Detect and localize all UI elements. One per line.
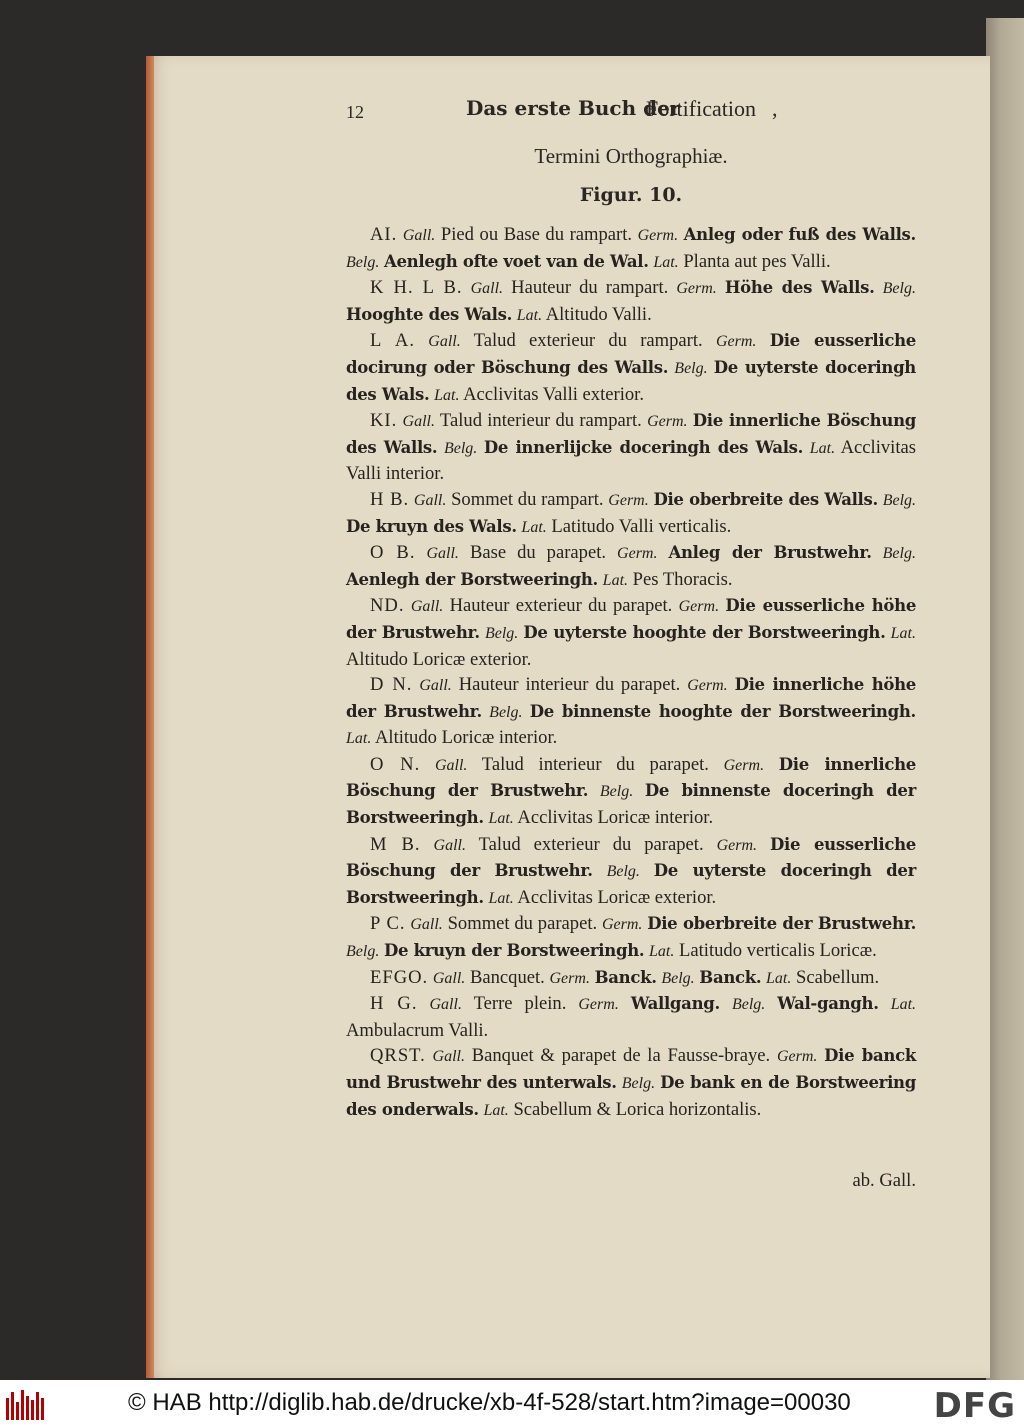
entry-german-term: Die innerliche höhe der Brustwehr. — [346, 675, 917, 721]
glossary-entry — [346, 487, 916, 540]
entry-code: AI. — [370, 224, 398, 245]
page-fore-edge — [146, 56, 154, 1378]
entry-latin-term: Latitudo verticalis Loricæ. — [679, 940, 877, 962]
entry-french-term: Terre plein. — [473, 993, 567, 1015]
lang-label-belg: Belg. — [599, 783, 634, 801]
lang-label-germ: Germ. — [723, 756, 765, 774]
footer-credit-link[interactable]: © HAB http://diglib.hab.de/drucke/xb-4f-528/start.htm?image=00030 — [128, 1389, 851, 1416]
entry-german-term: Die innerliche Böschung der Brustwehr. — [346, 754, 916, 801]
lang-label-belg: Belg. — [484, 624, 519, 642]
glossary-entry — [346, 832, 916, 912]
entry-code: KI. — [370, 410, 398, 432]
lang-label-gall: Gall. — [470, 280, 504, 298]
entry-code: O N. — [370, 753, 421, 775]
lang-label-belg: Belg. — [882, 280, 916, 298]
entry-dutch-term: Aenlegh der Borstweeringh. — [346, 569, 599, 589]
lang-label-lat: Lat. — [653, 253, 679, 271]
lang-label-gall: Gall. — [419, 677, 452, 695]
lang-label-belg: Belg. — [489, 703, 523, 721]
section-title: Termini Orthographiæ. — [534, 144, 728, 168]
entry-dutch-term: De uyterste hooghte der Borstweeringh. — [523, 622, 886, 642]
glossary-entry — [346, 222, 916, 275]
entry-latin-term: Acclivitas Valli interior. — [346, 436, 917, 485]
entry-dutch-term: De innerlijcke doceringh des Wals. — [483, 437, 804, 457]
entry-french-term: Hauteur exterieur du parapet. — [449, 595, 673, 617]
glossary-entry — [346, 752, 916, 832]
lang-label-germ: Germ. — [549, 969, 590, 987]
glossary-entry — [346, 991, 916, 1043]
entry-code: EFGO. — [370, 966, 429, 988]
lang-label-belg: Belg. — [731, 996, 766, 1014]
entry-code: P C. — [370, 913, 406, 935]
lang-label-gall: Gall. — [410, 598, 444, 616]
lang-label-belg: Belg. — [882, 491, 917, 509]
lang-label-belg: Belg. — [443, 439, 478, 457]
entry-code: L A. — [370, 330, 415, 352]
lang-label-belg: Belg. — [346, 943, 380, 961]
glossary-entry — [346, 1043, 916, 1123]
lang-label-gall: Gall. — [413, 491, 447, 509]
header-comma: , — [772, 96, 778, 121]
lang-label-lat: Lat. — [649, 943, 675, 961]
entry-code: O B. — [370, 542, 416, 564]
entry-german-term: Die eusserliche docirung oder Böschung des Walls. — [346, 331, 916, 377]
lang-label-germ: Germ. — [676, 280, 717, 298]
entry-german-term: Die eusserliche höhe der Brustwehr. — [346, 596, 917, 642]
catchword: ab. Gall. — [852, 1170, 916, 1191]
lang-label-gall: Gall. — [410, 916, 443, 934]
entry-french-term: Talud interieur du parapet. — [481, 753, 709, 775]
lang-label-gall: Gall. — [433, 836, 466, 854]
entry-german-term: Höhe des Walls. — [724, 278, 875, 298]
entry-german-term: Die oberbreite der Brustwehr. — [647, 914, 917, 934]
lang-label-germ: Germ. — [608, 491, 649, 509]
lang-label-lat: Lat. — [890, 624, 916, 642]
entry-german-term: Die innerliche Böschung des Walls. — [346, 411, 917, 457]
lang-label-belg: Belg. — [674, 359, 708, 377]
page-number: 12 — [346, 102, 364, 122]
entry-latin-term: Acclivitas Loricæ exterior. — [517, 886, 717, 908]
lang-label-gall: Gall. — [434, 756, 468, 774]
entry-german-term: Anleg oder fuß des Walls. — [683, 225, 916, 244]
lang-label-germ: Germ. — [776, 1048, 818, 1066]
entry-code: D N. — [370, 674, 413, 696]
entry-german-term: Banck. — [594, 967, 657, 987]
hab-logo-icon — [6, 1386, 46, 1420]
entry-latin-term: Altitudo Loricæ exterior. — [346, 648, 532, 670]
entry-code: QRST. — [370, 1045, 426, 1067]
entry-code: H G. — [370, 993, 418, 1015]
entry-latin-term: Latitudo Valli verticalis. — [551, 515, 732, 537]
lang-label-lat: Lat. — [488, 810, 514, 828]
running-title-roman: Fortification — [646, 96, 756, 121]
lang-label-belg: Belg. — [606, 863, 640, 881]
glossary-entry — [346, 328, 916, 408]
entry-latin-term: Pes Thoracis. — [632, 568, 733, 590]
figure-label: Figur. 10. — [579, 184, 683, 206]
dfg-logo: DFG — [933, 1386, 1016, 1426]
entry-german-term: Die banck und Brustwehr des unterwals. — [346, 1046, 917, 1092]
lang-label-lat: Lat. — [346, 730, 372, 748]
entry-dutch-term: De bank en de Borstweering des onderwals. — [346, 1073, 916, 1119]
entry-french-term: Talud exterieur du rampart. — [473, 330, 703, 352]
lang-label-germ: Germ. — [578, 996, 619, 1014]
entry-french-term: Base du parapet. — [469, 542, 607, 564]
lang-label-belg: Belg. — [621, 1075, 656, 1092]
lang-label-belg: Belg. — [661, 969, 695, 987]
entry-dutch-term: De uyterste doceringh des Wals. — [346, 357, 917, 404]
glossary-entry — [346, 408, 916, 487]
entry-code: K H. L B. — [370, 277, 463, 299]
entry-latin-term: Ambulacrum Valli. — [346, 1019, 489, 1041]
lang-label-lat: Lat. — [521, 518, 547, 536]
lang-label-gall: Gall. — [432, 1048, 465, 1066]
lang-label-germ: Germ. — [637, 227, 679, 244]
adjacent-page-edge — [986, 18, 1024, 1380]
glossary-entry — [346, 540, 916, 593]
entry-latin-term: Altitudo Valli. — [545, 303, 652, 325]
entry-latin-term: Acclivitas Loricæ interior. — [517, 807, 714, 829]
entry-french-term: Hauteur interieur du parapet. — [458, 674, 681, 696]
entry-french-term: Hauteur du rampart. — [511, 277, 669, 299]
lang-label-germ: Germ. — [716, 836, 758, 854]
page-header — [346, 96, 986, 126]
glossary-entry — [346, 275, 916, 328]
entry-french-term: Talud exterieur du parapet. — [478, 833, 704, 855]
entry-dutch-term: De uyterste doceringh der Borstweeringh. — [346, 861, 916, 907]
glossary-entry — [346, 965, 916, 992]
lang-label-gall: Gall. — [402, 227, 436, 244]
glossary-entry — [346, 593, 916, 672]
entry-dutch-term: Hooghte des Wals. — [346, 304, 513, 324]
lang-label-lat: Lat. — [516, 306, 543, 324]
entry-latin-term: Scabellum. — [796, 966, 880, 988]
entry-dutch-term: De binnenste doceringh der Borstweeringh. — [346, 781, 916, 828]
lang-label-germ: Germ. — [678, 598, 720, 616]
lang-label-lat: Lat. — [602, 571, 629, 589]
entry-code: ND. — [370, 595, 405, 617]
entry-code: M B. — [370, 833, 421, 855]
glossary-entry — [346, 911, 916, 964]
entry-german-term: Die oberbreite des Walls. — [653, 489, 878, 509]
entry-french-term: Bancquet. — [469, 966, 545, 988]
entry-dutch-term: De kruyn der Borstweeringh. — [383, 941, 645, 961]
entry-german-term: Wallgang. — [630, 994, 720, 1014]
lang-label-lat: Lat. — [488, 889, 514, 907]
lang-label-lat: Lat. — [809, 439, 836, 457]
lang-label-lat: Lat. — [766, 969, 792, 987]
lang-label-germ: Germ. — [601, 916, 643, 934]
entry-french-term: Pied ou Base du rampart. — [440, 224, 633, 245]
entry-french-term: Talud interieur du rampart. — [439, 410, 642, 432]
lang-label-belg: Belg. — [882, 545, 916, 563]
lang-label-gall: Gall. — [428, 333, 461, 351]
entry-latin-term: Scabellum & Lorica horizontalis. — [513, 1098, 762, 1120]
entry-code: H B. — [370, 488, 410, 510]
entry-latin-term: Planta aut pes Valli. — [683, 250, 831, 272]
lang-label-lat: Lat. — [890, 996, 917, 1014]
lang-label-gall: Gall. — [402, 413, 435, 431]
lang-label-gall: Gall. — [432, 969, 466, 987]
lang-label-belg: Belg. — [346, 253, 380, 271]
entry-german-term: Anleg der Brustwehr. — [668, 543, 872, 563]
entry-dutch-term: Aenlegh ofte voet van de Wal. — [383, 251, 649, 271]
entry-german-term: Die eusserliche Böschung der Brustwehr. — [346, 834, 916, 881]
running-title: Das erste Buch der — [466, 96, 681, 120]
glossary-entry — [346, 672, 916, 752]
lang-label-gall: Gall. — [426, 545, 459, 563]
entry-dutch-term: De binnenste hooghte der Borstweeringh. — [529, 701, 916, 721]
lang-label-germ: Germ. — [715, 333, 757, 351]
footer-bar — [0, 1380, 1024, 1426]
entry-french-term: Banquet & parapet de la Fausse-braye. — [471, 1045, 771, 1067]
entry-dutch-term: Wal-gangh. — [777, 994, 879, 1014]
entry-dutch-term: De kruyn des Wals. — [346, 516, 517, 536]
lang-label-lat: Lat. — [434, 386, 460, 404]
entry-latin-term: Acclivitas Valli exterior. — [463, 383, 644, 405]
entry-french-term: Sommet du rampart. — [451, 488, 604, 510]
lang-label-germ: Germ. — [617, 545, 658, 563]
entry-dutch-term: Banck. — [699, 967, 762, 987]
entry-latin-term: Altitudo Loricæ interior. — [374, 727, 558, 749]
glossary-entries — [346, 222, 916, 1123]
entry-french-term: Sommet du parapet. — [447, 913, 598, 935]
lang-label-lat: Lat. — [483, 1101, 509, 1119]
lang-label-germ: Germ. — [647, 413, 688, 431]
lang-label-germ: Germ. — [687, 677, 728, 695]
lang-label-gall: Gall. — [429, 996, 462, 1014]
